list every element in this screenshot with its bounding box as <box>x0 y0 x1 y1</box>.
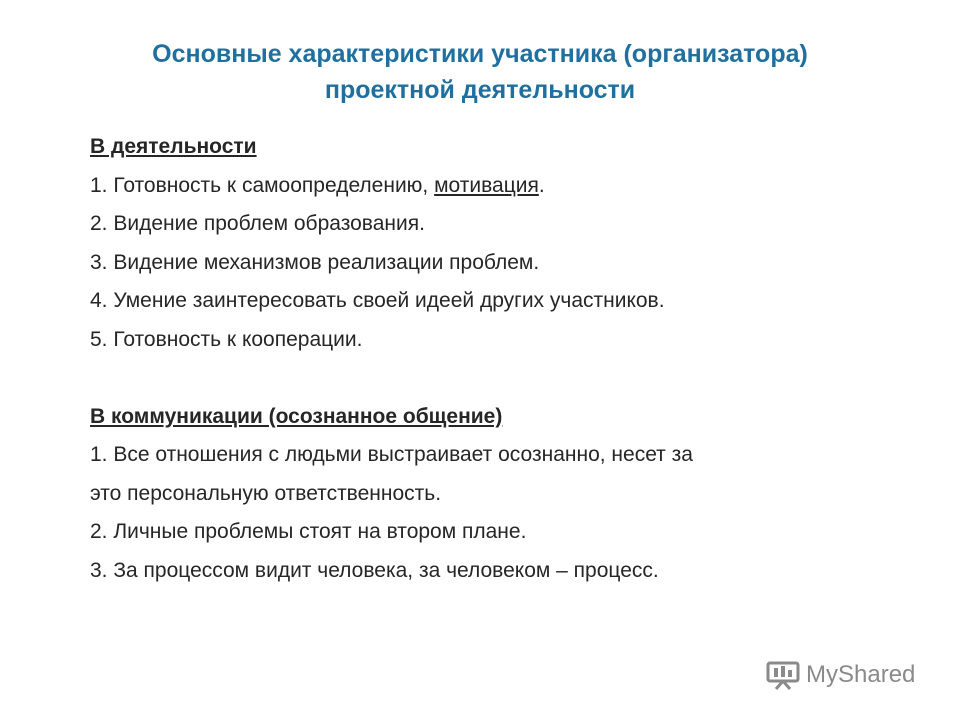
watermark-text: MyShared <box>806 661 916 688</box>
list-item: это персональную ответственность. <box>90 481 442 505</box>
motivation-link[interactable]: мотивация <box>434 173 539 197</box>
title-line-2: проектной деятельности <box>324 76 636 104</box>
list-item-text: 1. Готовность к самоопределению, <box>90 173 435 197</box>
list-item: 2. Видение проблем образования. <box>90 212 425 235</box>
page-title <box>60 36 900 108</box>
list-item: 1. Все отношения с людьми выстраивает осознанно, несет за <box>90 443 693 466</box>
slide-body <box>90 128 910 590</box>
list-item <box>90 167 910 206</box>
list-item: 2. Личные проблемы стоят на втором плане. <box>90 520 527 543</box>
section-heading-activity: В деятельности <box>90 135 257 158</box>
section-heading-communication: В коммуникации (осознанное общение) <box>90 404 503 428</box>
list-item: 3. За процессом видит человека, за человеком – процесс. <box>90 558 659 582</box>
watermark <box>766 655 915 695</box>
list-item-punct: . <box>538 173 545 197</box>
section-gap <box>90 359 910 398</box>
list-item: 5. Готовность к кооперации. <box>90 327 363 351</box>
list-item: 4. Умение заинтересовать своей идеей других участников. <box>90 289 665 312</box>
list-item: 3. Видение механизмов реализации проблем. <box>90 250 540 274</box>
presentation-icon <box>766 660 800 690</box>
title-line-1: Основные характеристики участника (организатора) <box>152 40 808 68</box>
